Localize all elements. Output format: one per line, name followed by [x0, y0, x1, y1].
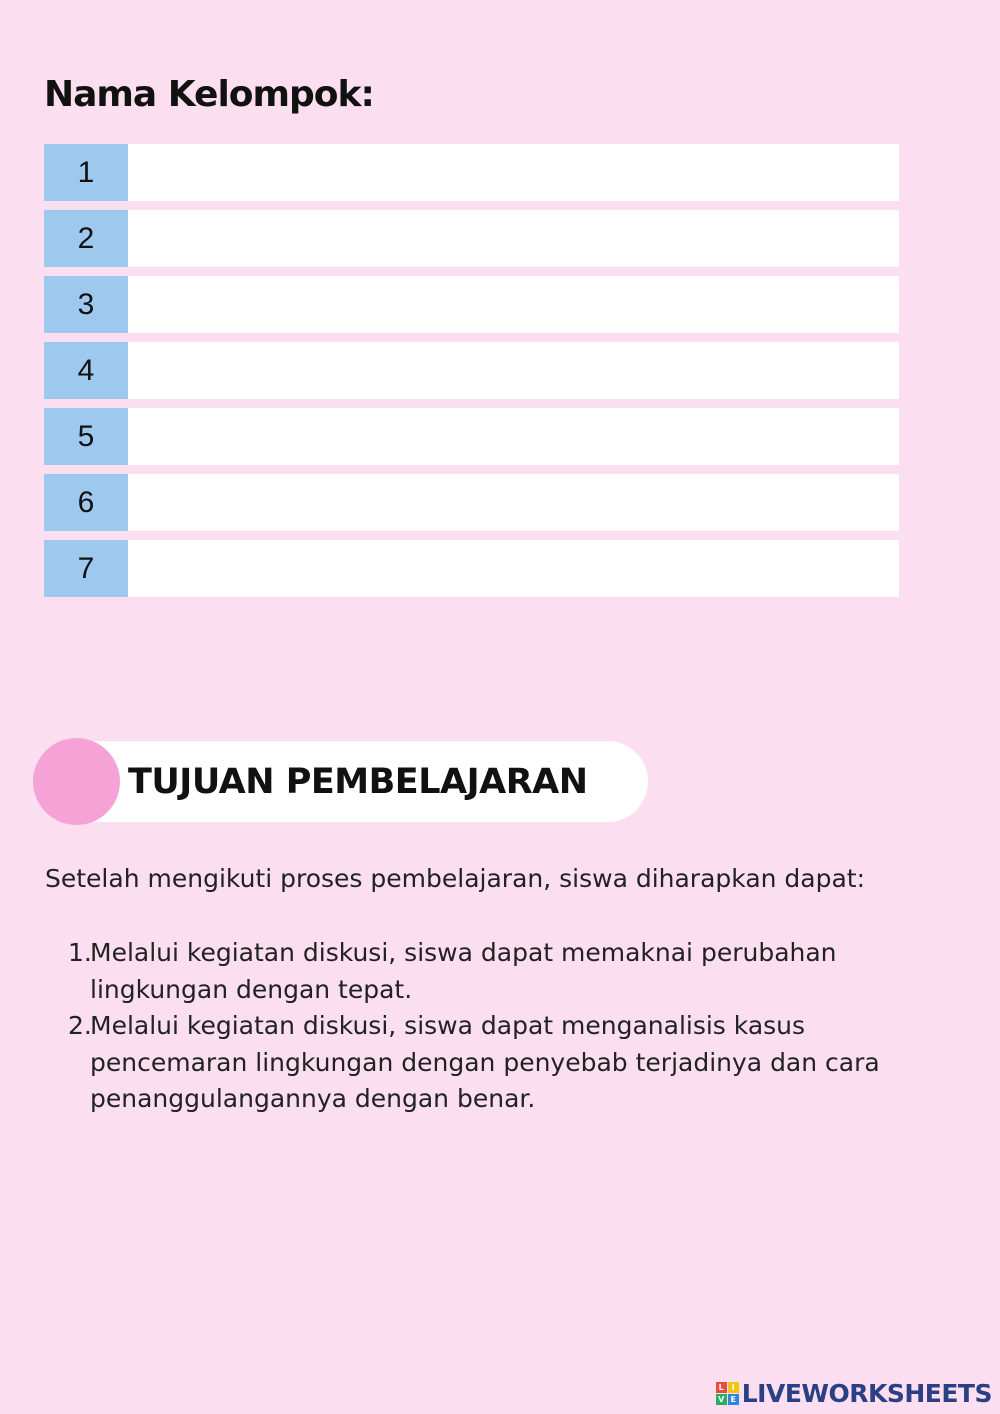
objective-text: Melalui kegiatan diskusi, siswa dapat memaknai perubahan lingkungan dengan tepat.: [90, 938, 837, 1004]
member-number: 5: [44, 408, 128, 465]
member-row: [44, 210, 899, 267]
member-row: [44, 342, 899, 399]
member-number: 1: [44, 144, 128, 201]
member-row: [44, 540, 899, 597]
member-name-field[interactable]: [128, 144, 899, 201]
objective-item: [56, 1008, 926, 1118]
member-name-field[interactable]: [128, 540, 899, 597]
member-number: 6: [44, 474, 128, 531]
objective-list: [56, 935, 926, 1118]
objective-item: [56, 935, 926, 1008]
member-name-field[interactable]: [128, 408, 899, 465]
brand-name: LIVEWORKSHEETS: [741, 1379, 992, 1408]
objective-text: Melalui kegiatan diskusi, siswa dapat menganalisis kasus pencemaran lingkungan dengan penyebab terjadinya dan cara penanggulangannya dengan benar.: [90, 1011, 880, 1113]
member-name-field[interactable]: [128, 474, 899, 531]
member-number: 3: [44, 276, 128, 333]
pink-circle-decoration: [33, 738, 120, 825]
logo-letter: V: [716, 1394, 727, 1405]
member-row: [44, 276, 899, 333]
logo-letter: L: [716, 1382, 727, 1393]
objective-heading: TUJUAN PEMBELAJARAN: [128, 762, 588, 802]
member-row: [44, 144, 899, 201]
objective-intro: Setelah mengikuti proses pembelajaran, siswa diharapkan dapat:: [45, 864, 866, 893]
group-name-title: Nama Kelompok:: [44, 74, 374, 115]
liveworksheets-brand[interactable]: [716, 1379, 992, 1408]
liveworksheets-logo-icon: [716, 1382, 739, 1405]
objective-number: 2.: [68, 1011, 92, 1040]
member-number: 4: [44, 342, 128, 399]
member-list: [44, 144, 899, 606]
member-number: 2: [44, 210, 128, 267]
member-row: [44, 408, 899, 465]
logo-letter: E: [728, 1394, 739, 1405]
objective-number: 1.: [68, 938, 92, 967]
member-name-field[interactable]: [128, 276, 899, 333]
member-number: 7: [44, 540, 128, 597]
logo-letter: I: [728, 1382, 739, 1393]
member-name-field[interactable]: [128, 210, 899, 267]
member-row: [44, 474, 899, 531]
member-name-field[interactable]: [128, 342, 899, 399]
